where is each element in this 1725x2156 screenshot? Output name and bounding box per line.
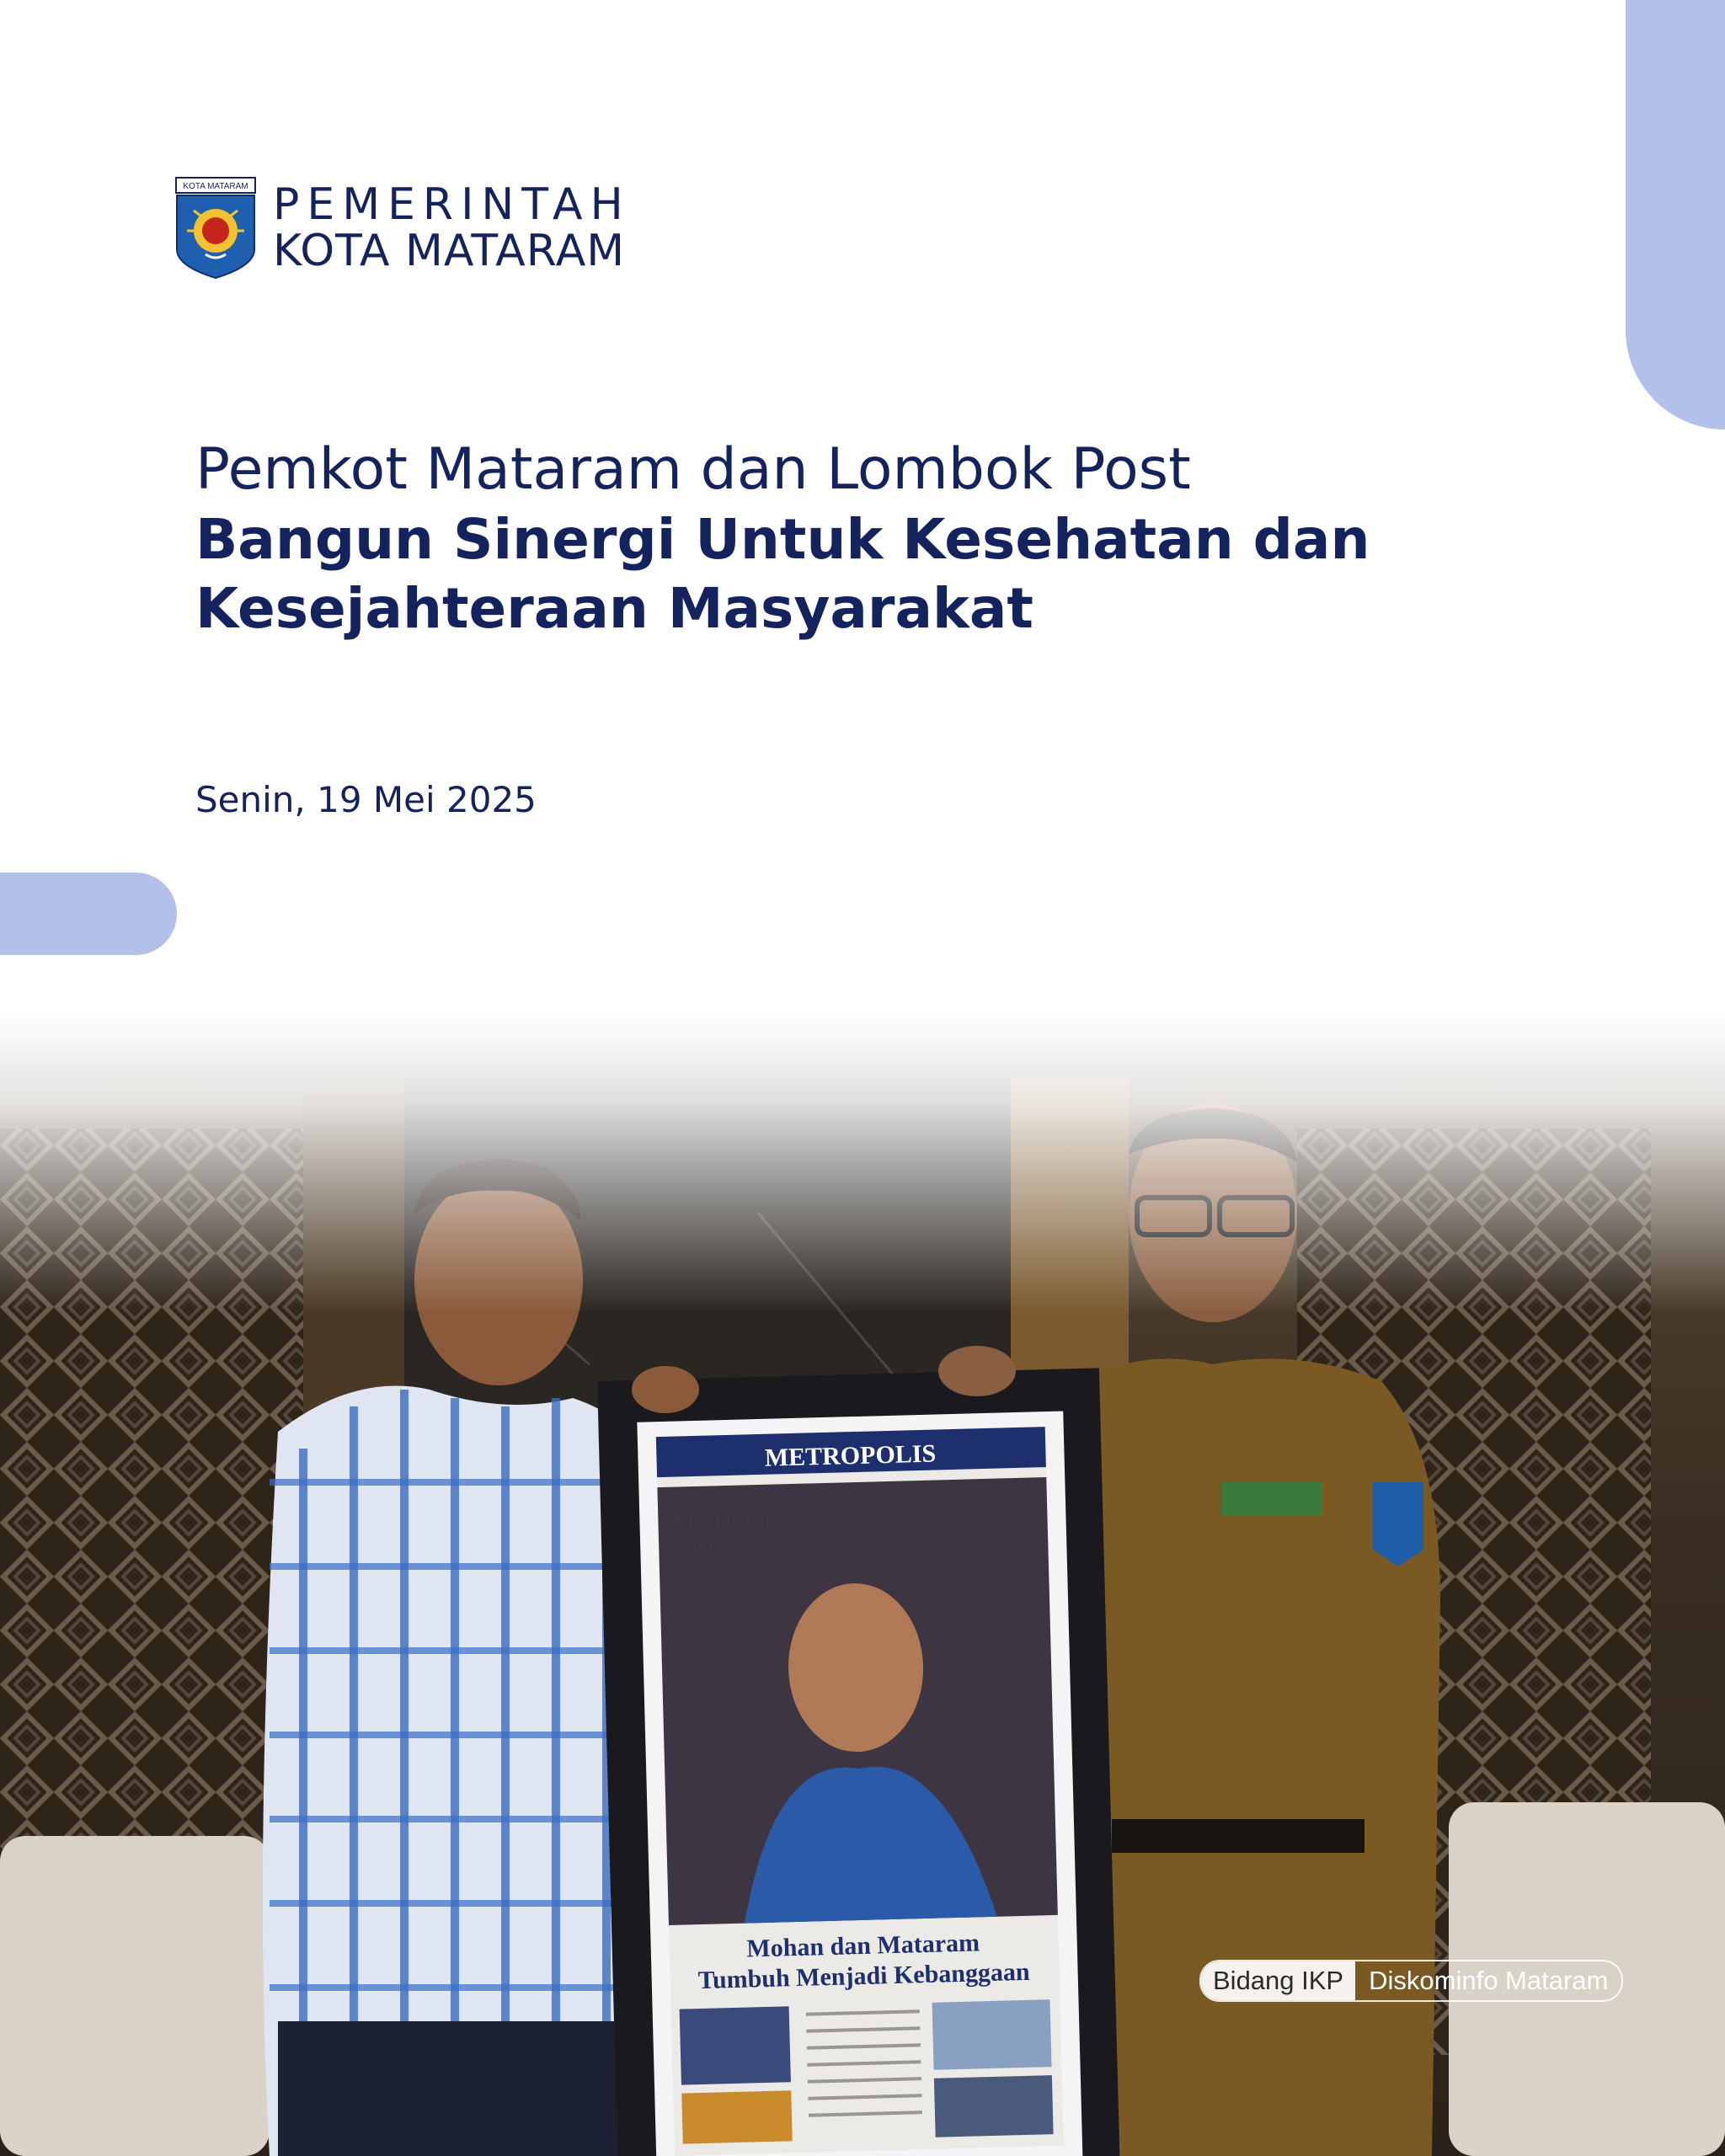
decorative-pill-shape: [0, 873, 177, 955]
headline-line-3: Kesejahteraan Masyarakat: [195, 576, 1033, 641]
decorative-corner-shape: [1626, 0, 1725, 430]
sofa-left: [0, 1836, 270, 2156]
svg-text:KOTA MATARAM: KOTA MATARAM: [183, 182, 248, 191]
headline: [195, 435, 1543, 643]
photo-fade-overlay: [0, 1011, 1725, 1314]
org-line-2: KOTA MATARAM: [273, 226, 626, 276]
org-line-1: PEMERINTAH: [273, 179, 631, 231]
city-emblem-icon: [175, 177, 256, 280]
newspaper-headline-2: Tumbuh Menjadi Kebanggaan: [697, 1957, 1031, 1995]
headline-line-1: Pemkot Mataram dan Lombok Post: [195, 436, 1191, 503]
hand-right-top: [938, 1346, 1016, 1396]
credit-department: Bidang IKP: [1201, 1961, 1355, 2000]
credit-agency: Diskominfo Mataram: [1369, 1966, 1609, 1995]
framed-newspaper: [597, 1368, 1121, 2156]
headline-line-2: Bangun Sinergi Untuk Kesehatan dan: [195, 507, 1370, 572]
newspaper-headline-1: Mohan dan Mataram: [746, 1929, 980, 1963]
hand-left-top: [632, 1366, 699, 1413]
photo-credit-badge: [1199, 1960, 1623, 2002]
organization-name: [273, 179, 631, 276]
newspaper-masthead: METROPOLIS: [764, 1439, 937, 1472]
logo: [175, 177, 631, 280]
post-date: Senin, 19 Mei 2025: [195, 779, 537, 820]
